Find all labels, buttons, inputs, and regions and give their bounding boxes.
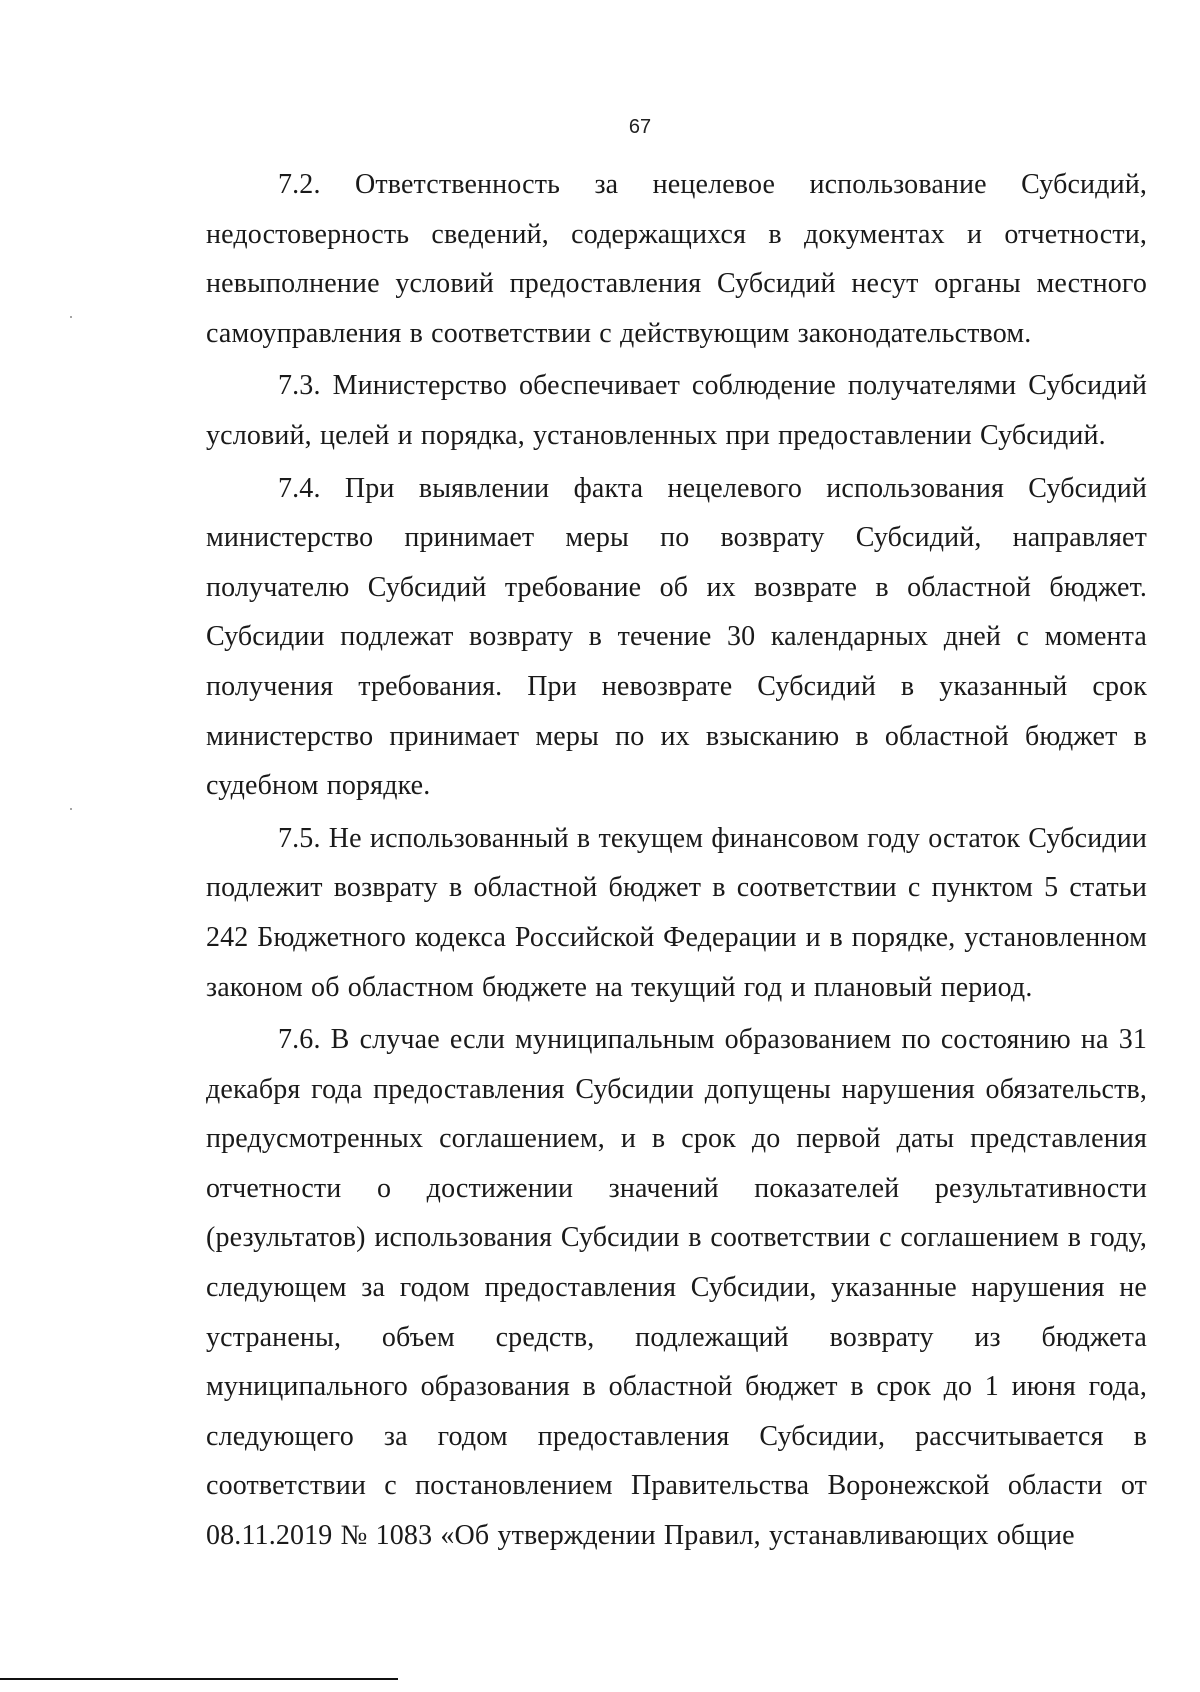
page-number: 67 bbox=[628, 116, 652, 138]
paragraph-7-3: 7.3. Министерство обеспечивает соблюдение получателями Субсидий условий, целей и порядка, установленных при предоставлении Субсидий. bbox=[206, 370, 1147, 451]
document-body bbox=[206, 160, 1147, 1564]
paragraph-7-4: 7.4. При выявлении факта нецелевого использования Субсидий министерство принимает меры по возврату Субсидий, направляет получателю Субсидий требование об их возврате в областной бюджет. Субсидии подлежат возврату в течение 30 календарных дней с момента получения требования. При невозврате Субсидий в указанный срок министерство принимает меры по их взысканию в областной бюджет в судебном порядке. bbox=[206, 472, 1147, 802]
paragraph-7-2: 7.2. Ответственность за нецелевое использование Субсидий, недостоверность сведений, содержащихся в документах и отчетности, невыполнение условий предоставления Субсидий несут органы местного самоуправления в соответствии с действующим законодательством. bbox=[206, 169, 1147, 349]
paragraph-7-6: 7.6. В случае если муниципальным образованием по состоянию на 31 декабря года предоставления Субсидии допущены нарушения обязательств, предусмотренных соглашением, и в срок до первой даты представления отчетности о достижении значений показателей результативности (результатов) использования Субсидии в соответствии с соглашением в году, следующем за годом предоставления Субсидии, указанные нарушения не устранены, объем средств, подлежащий возврату из бюджета муниципального образования в областной бюджет в срок до 1 июня года, следующего за годом предоставления Субсидии, рассчитывается в соответствии с постановлением Правительства Воронежской области от 08.11.2019 № 1083 «Об утверждении Правил, устанавливающих общие bbox=[206, 1024, 1147, 1552]
scan-speck bbox=[70, 808, 72, 810]
paragraph-7-5: 7.5. Не использованный в текущем финансовом году остаток Субсидии подлежит возврату в областной бюджет в соответствии с пунктом 5 статьи 242 Бюджетного кодекса Российской Федерации и в порядке, установленном законом об областном бюджете на текущий год и плановый период. bbox=[206, 822, 1147, 1003]
footnote-separator-line bbox=[0, 1678, 398, 1680]
scan-speck bbox=[70, 316, 72, 318]
